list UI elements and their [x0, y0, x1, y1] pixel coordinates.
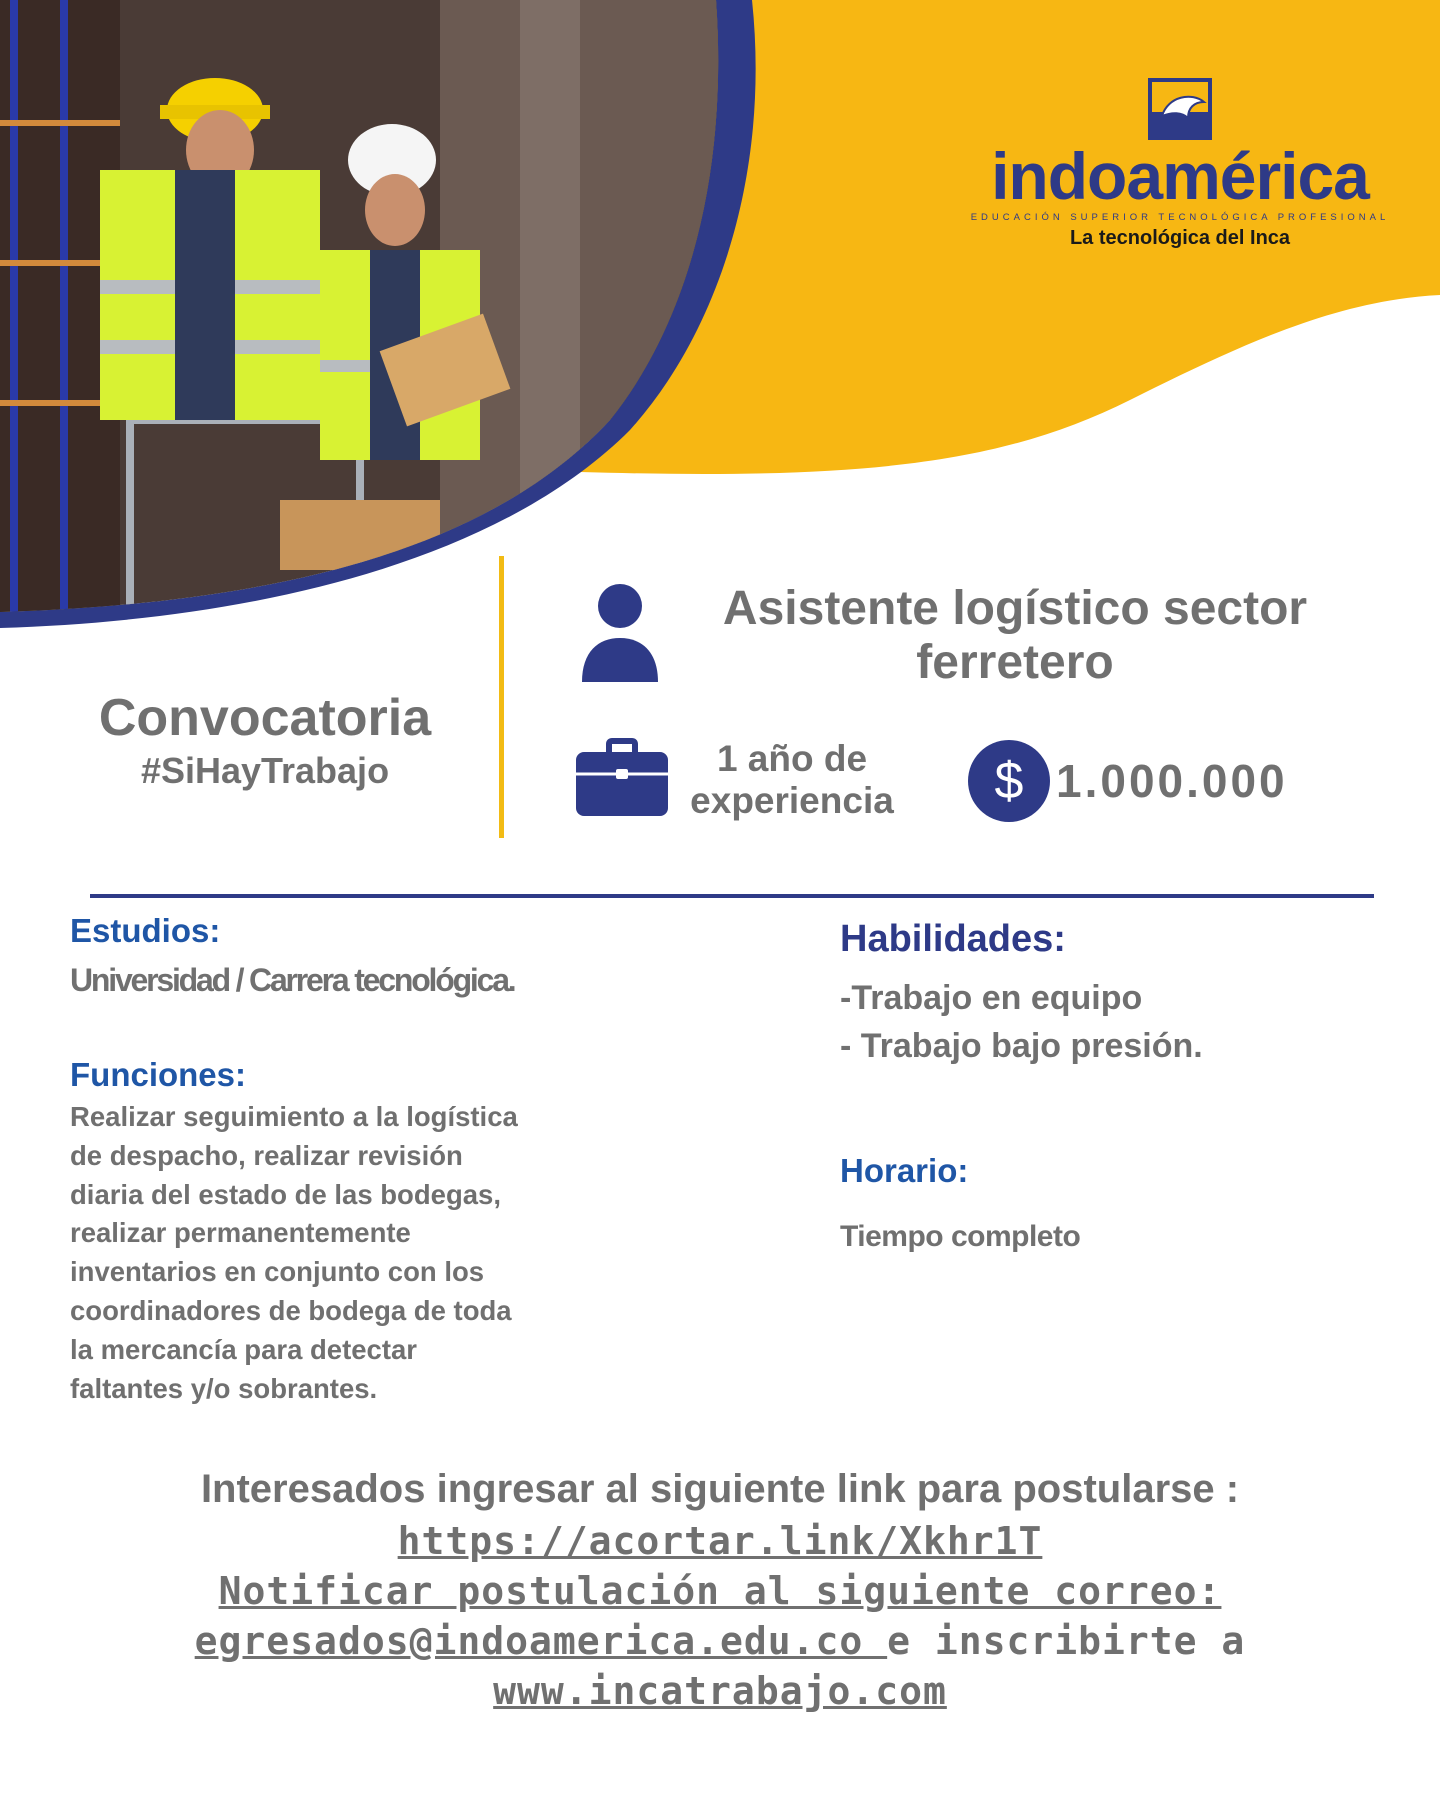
- habilidades-heading: Habilidades:: [840, 918, 1066, 960]
- brand-slogan: La tecnológica del Inca: [1069, 227, 1291, 249]
- funciones-line: inventarios en conjunto con los: [70, 1256, 485, 1288]
- habilidad-item: -Trabajo en equipo: [840, 979, 1143, 1017]
- briefcase-icon: [576, 738, 668, 816]
- funciones-line: Realizar seguimiento a la logística: [70, 1101, 518, 1132]
- horizontal-divider: [90, 894, 1374, 898]
- footer: [0, 1462, 1440, 1716]
- footer-intro: Interesados ingresar al siguiente link para postularse :: [200, 1467, 1240, 1511]
- funciones-line: realizar permanentemente: [70, 1217, 411, 1249]
- brand-name: indoamérica: [991, 139, 1369, 213]
- funciones-heading: Funciones:: [70, 1056, 247, 1093]
- funciones-line: coordinadores de bodega de toda: [70, 1294, 512, 1326]
- estudios-heading: Estudios:: [70, 912, 221, 949]
- funciones-line: faltantes y/o sobrantes.: [70, 1372, 378, 1404]
- person-icon: [580, 582, 660, 682]
- funciones-text: [70, 1098, 630, 1408]
- habilidades-list: [840, 974, 1203, 1070]
- brand-logo: [960, 78, 1400, 250]
- email-link[interactable]: egresados@indoamerica.edu.co: [194, 1619, 888, 1663]
- habilidad-item: - Trabajo bajo presión.: [840, 1027, 1203, 1065]
- salary-amount: 1.000.000: [1056, 755, 1288, 807]
- dollar-icon: $: [968, 740, 1050, 822]
- job-title: Asistente logístico sector ferretero: [722, 582, 1308, 689]
- vertical-divider: [499, 556, 504, 838]
- experience-text: 1 año de experiencia: [690, 738, 894, 821]
- funciones-line: la mercancía para detectar: [70, 1333, 417, 1365]
- funciones-line: diaria del estado de las bodegas,: [70, 1178, 501, 1210]
- site-link[interactable]: www.incatrabajo.com: [493, 1669, 947, 1713]
- eagle-logo-icon: [1148, 78, 1212, 140]
- warehouse-photo: [0, 0, 760, 640]
- notify-text: Notificar postulación al siguiente correo:: [218, 1569, 1222, 1613]
- call-title: Convocatoria: [98, 689, 432, 747]
- brand-tagline: EDUCACIÓN SUPERIOR TECNOLÓGICA PROFESIONAL: [970, 212, 1390, 223]
- estudios-text: Universidad / Carrera tecnológica.: [70, 962, 515, 998]
- horario-text: Tiempo completo: [840, 1220, 1081, 1253]
- apply-link[interactable]: https://acortar.link/Xkhr1T: [397, 1519, 1043, 1563]
- call-hashtag: #SiHayTrabajo: [140, 750, 390, 791]
- funciones-line: de despacho, realizar revisión: [70, 1139, 463, 1171]
- horario-heading: Horario:: [840, 1152, 969, 1189]
- join-text: e inscribirte a: [887, 1619, 1246, 1663]
